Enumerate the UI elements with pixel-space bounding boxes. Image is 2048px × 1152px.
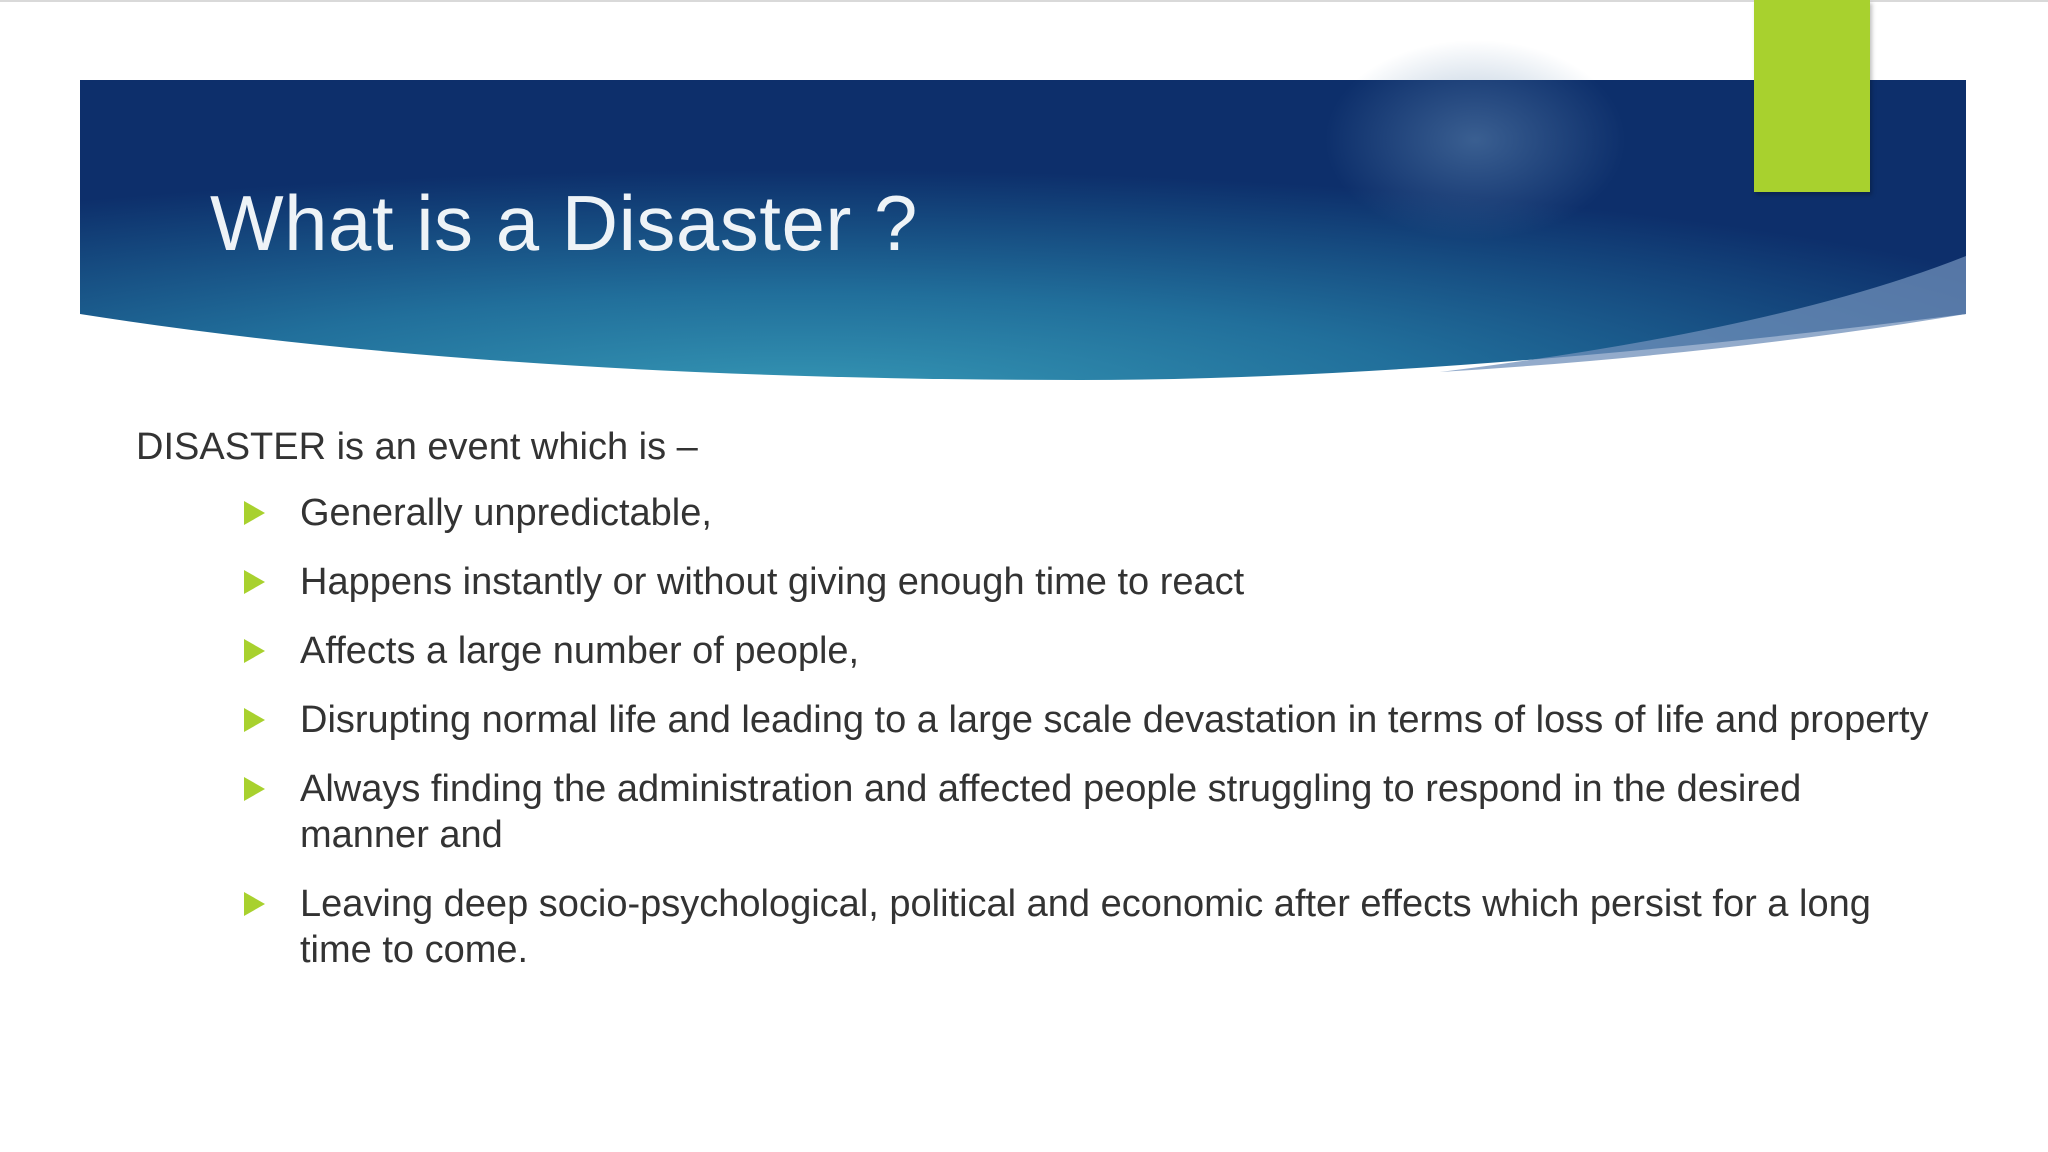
- triangle-right-icon: [244, 501, 265, 525]
- triangle-right-icon: [244, 570, 265, 594]
- list-item: [136, 490, 1936, 536]
- bullet-list: [136, 490, 1936, 973]
- bullet-text: Always finding the administration and affected people struggling to respond in the desired manner and: [300, 768, 1802, 856]
- accent-tab: [1754, 0, 1870, 192]
- list-item: [136, 766, 1936, 858]
- slide-title: What is a Disaster ?: [210, 179, 918, 267]
- list-item: [136, 628, 1936, 674]
- triangle-right-icon: [244, 777, 265, 801]
- list-item: [136, 697, 1936, 743]
- bullet-text: Affects a large number of people,: [300, 630, 860, 672]
- bullet-text: Generally unpredictable,: [300, 492, 712, 534]
- intro-text: DISASTER is an event which is –: [136, 426, 698, 468]
- list-item: [136, 881, 1936, 973]
- bullet-text: Leaving deep socio-psychological, political and economic after effects which persist for a long time to come.: [300, 883, 1871, 971]
- bullet-text: Disrupting normal life and leading to a large scale devastation in terms of loss of life and property: [300, 699, 1929, 741]
- slide-content: [136, 420, 1936, 996]
- triangle-right-icon: [244, 892, 265, 916]
- bullet-text: Happens instantly or without giving enough time to react: [300, 561, 1245, 603]
- triangle-right-icon: [244, 639, 265, 663]
- triangle-right-icon: [244, 708, 265, 732]
- list-item: [136, 559, 1936, 605]
